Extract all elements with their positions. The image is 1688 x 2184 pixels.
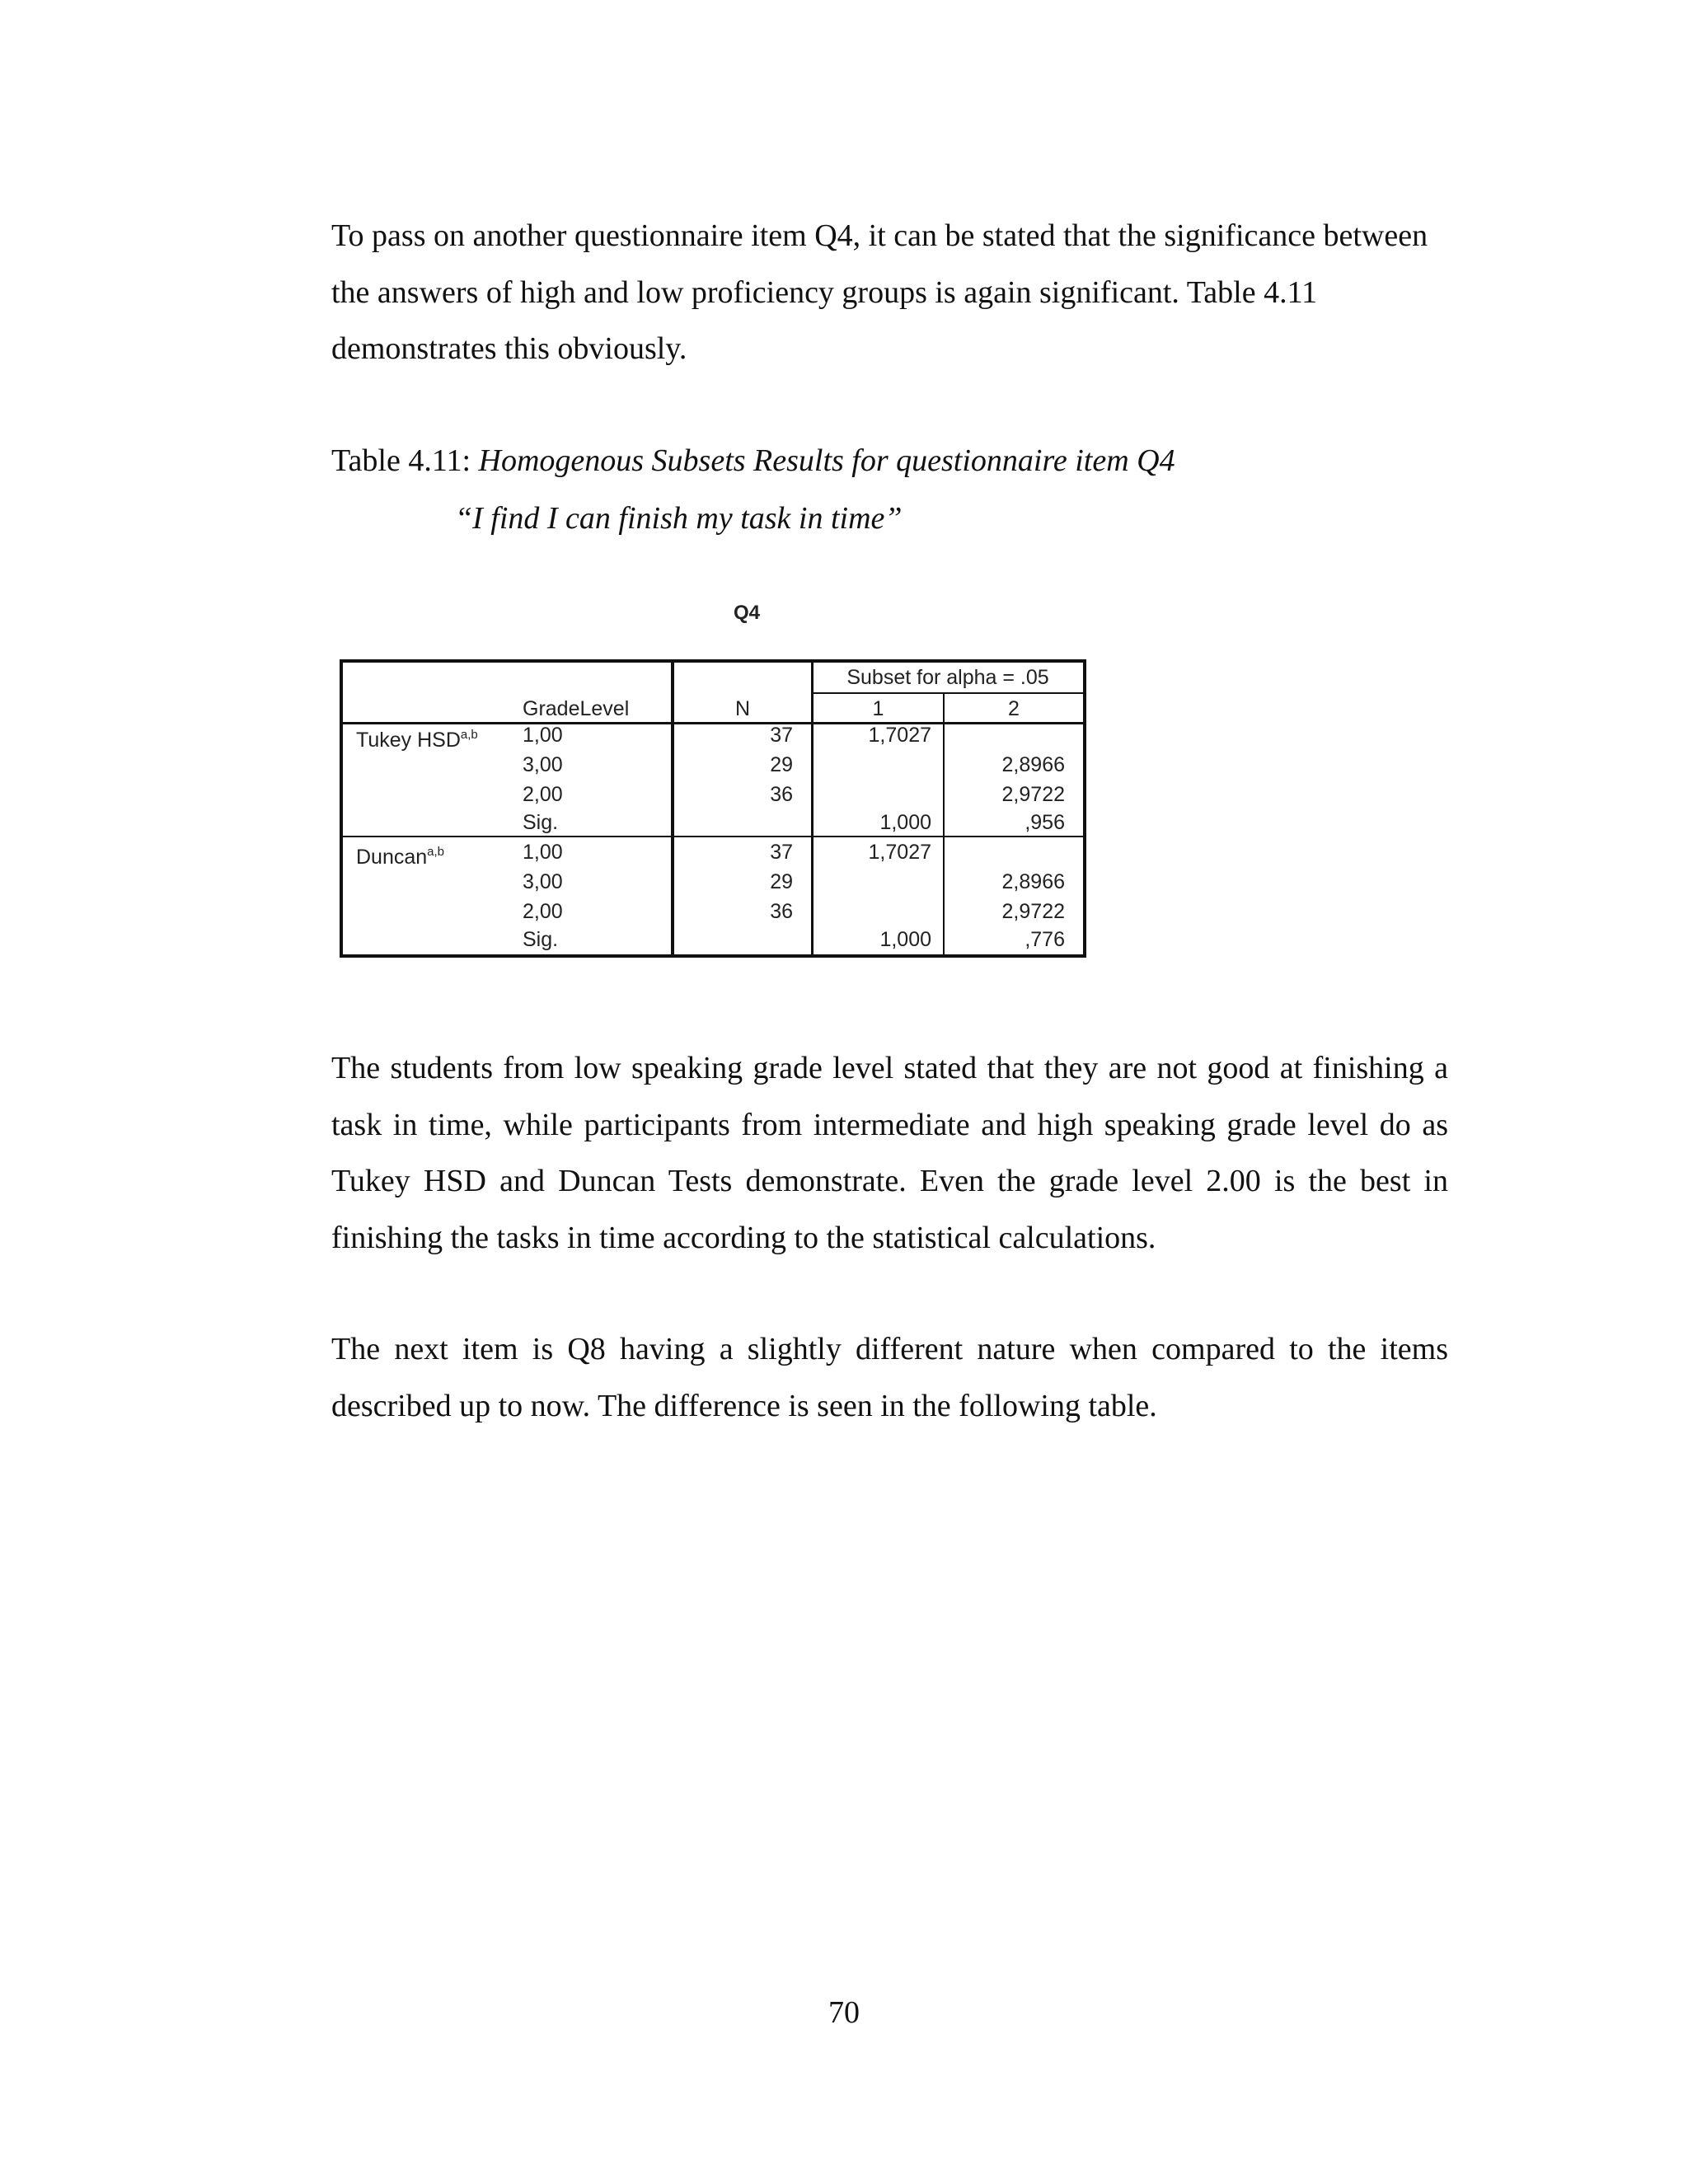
group-label-tukey: Tukey HSD$^{a,b}$ [356, 728, 478, 752]
grade-cell: 1,00 [523, 724, 563, 747]
subset-header: Subset for alpha = .05 [846, 666, 1049, 689]
subset2-cell: ,776 [1025, 928, 1065, 951]
table-caption [331, 432, 1175, 547]
n-cell: 37 [770, 841, 793, 864]
n-cell: 29 [770, 870, 793, 893]
next-item-paragraph: The next item is Q8 having a slightly different nature when compared to the items described up to now. The difference is seen in the following table. [331, 1332, 1448, 1423]
subset1-cell: 1,7027 [868, 841, 931, 864]
n-cell: 29 [770, 753, 793, 776]
subset2-cell: ,956 [1025, 811, 1065, 834]
discussion-paragraph: The students from low speaking grade level stated that they are not good at finishing a task in time, while participants from intermediate and high speaking grade level do as Tukey HSD and Duncan Tests demonstrate. Even the grade level 2.00 is the best in finishing the tasks in time according to the statistical calculations. [331, 1051, 1448, 1255]
table-title: Q4 [733, 602, 760, 624]
grade-cell: 3,00 [523, 870, 563, 893]
n-header: N [734, 697, 751, 720]
page-number: 70 [828, 1995, 860, 2030]
group-label-duncan: Duncan$^{a,b}$ [356, 845, 445, 869]
grade-cell: 3,00 [523, 753, 563, 776]
subset2-cell: 2,8966 [1001, 870, 1065, 893]
n-cell: 37 [770, 724, 793, 747]
subset2-cell: 2,9722 [1001, 900, 1065, 923]
subset-1-header: 1 [872, 697, 884, 720]
intro-paragraph: To pass on another questionnaire item Q4, it can be stated that the significance between the answers of high and low proficiency groups is again significant. Table 4.11 demonstrates this obviously. [331, 218, 1428, 366]
grade-cell: 1,00 [523, 841, 563, 864]
table-frame [340, 659, 1086, 958]
grade-cell: 2,00 [523, 900, 563, 923]
caption-label: Table 4.11: [331, 443, 479, 478]
spss-output-table [331, 593, 1090, 964]
subset2-cell: 2,8966 [1001, 753, 1065, 776]
caption-subtitle: “I find I can finish my task in time” [455, 501, 903, 536]
subset1-cell: 1,000 [879, 811, 931, 834]
gradelevel-header: GradeLevel [523, 697, 630, 720]
subset2-cell: 2,9722 [1001, 783, 1065, 806]
grade-cell: 2,00 [523, 783, 563, 806]
subset1-cell: 1,000 [879, 928, 931, 951]
grade-cell: Sig. [523, 928, 559, 951]
n-cell: 36 [770, 900, 793, 923]
n-cell: 36 [770, 783, 793, 806]
grade-cell: Sig. [523, 811, 559, 834]
subset-2-header: 2 [1008, 697, 1020, 720]
caption-title: Homogenous Subsets Results for questionnaire item Q4 [478, 443, 1175, 478]
subset1-cell: 1,7027 [868, 724, 931, 747]
